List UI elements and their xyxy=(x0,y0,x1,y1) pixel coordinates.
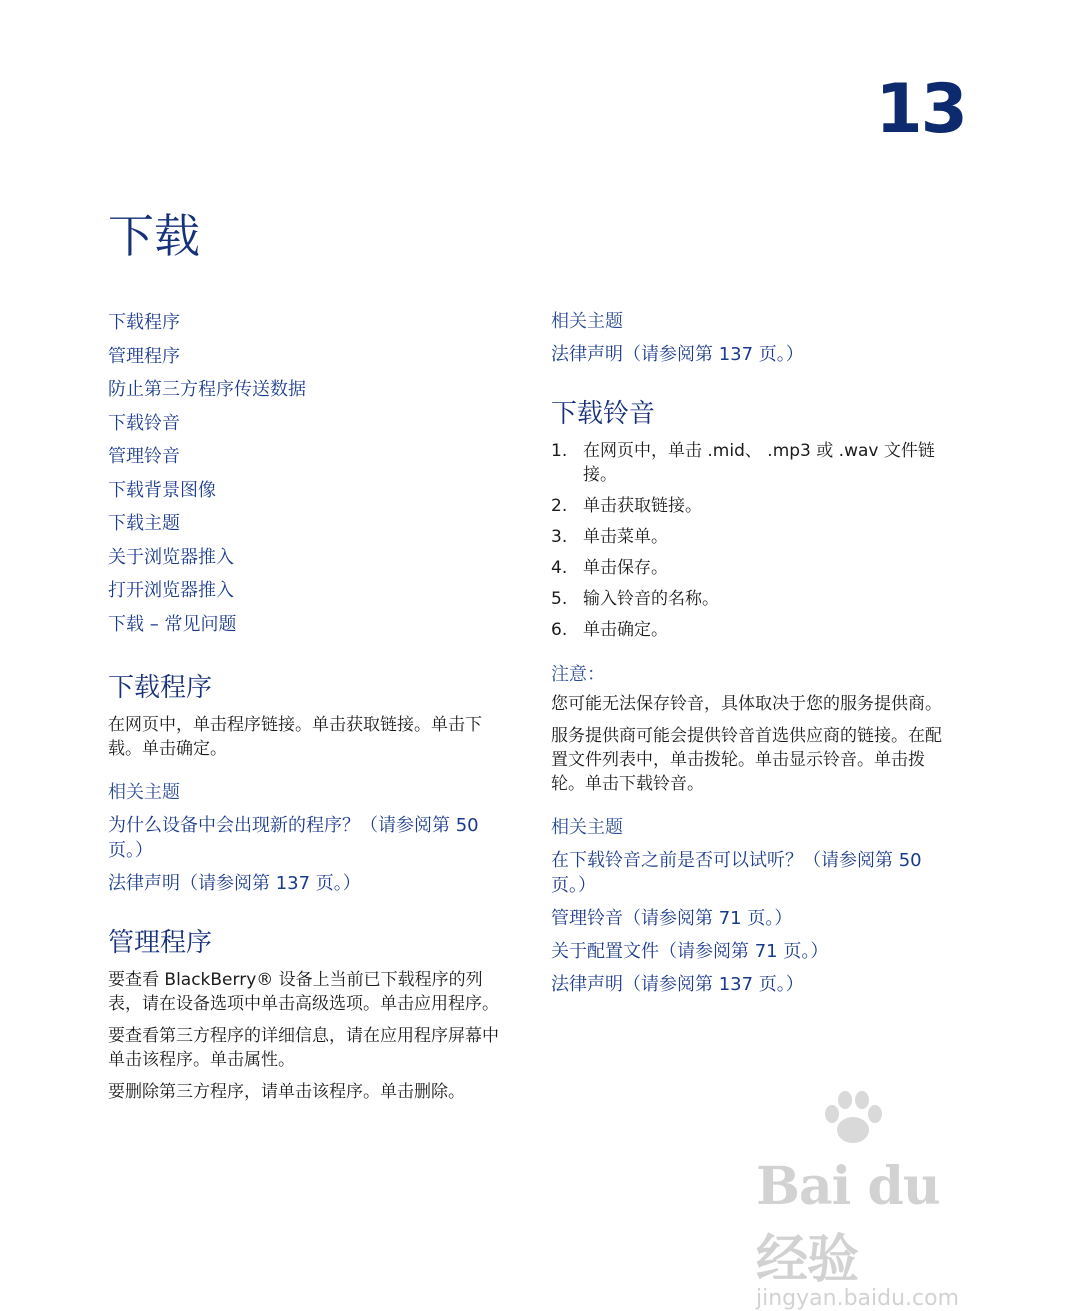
step-text: 单击获取链接。 xyxy=(583,496,702,516)
step-item xyxy=(551,587,951,611)
step-item xyxy=(551,525,951,549)
toc-link-open-browser-push[interactable]: 打开浏览器推入 xyxy=(108,580,234,601)
toc-link-download-ringtones[interactable]: 下载铃音 xyxy=(108,412,180,434)
right-column xyxy=(551,306,951,1005)
related-link-manage-ringtones[interactable]: 管理铃音（请参阅第 71 页。） xyxy=(551,908,793,929)
toc-link-download-wallpaper[interactable]: 下载背景图像 xyxy=(108,479,216,501)
step-item xyxy=(551,439,951,487)
step-text: 在网页中，单击 .mid、 .mp3 或 .wav 文件链接。 xyxy=(583,441,935,485)
related-link-legal[interactable]: 法律声明（请参阅第 137 页。） xyxy=(108,873,361,894)
step-number: 3. xyxy=(551,527,568,547)
step-text: 单击确定。 xyxy=(583,620,668,640)
toc-link-download-themes[interactable]: 下载主题 xyxy=(108,513,180,534)
section-manage-apps xyxy=(108,926,508,1104)
note-paragraph: 服务提供商可能会提供铃音首选供应商的链接。在配置文件列表中，单击拨轮。单击显示铃音。单击拨轮。单击下载铃音。 xyxy=(551,726,942,794)
paw-icon xyxy=(818,1088,888,1148)
watermark-logo: Bai du 经验 xyxy=(756,1156,940,1290)
related-link-legal[interactable]: 法律声明（请参阅第 137 页。） xyxy=(551,344,804,365)
toc-link-download-apps[interactable]: 下载程序 xyxy=(108,312,180,333)
steps-list xyxy=(551,439,951,642)
step-text: 单击菜单。 xyxy=(583,527,668,547)
related-link-preview-ringtone[interactable]: 在下载铃音之前是否可以试听？（请参阅第 50 页。） xyxy=(551,850,922,896)
section-title: 下载铃音 xyxy=(551,399,656,429)
step-number: 4. xyxy=(551,558,568,578)
note-paragraph: 您可能无法保存铃音，具体取决于您的服务提供商。 xyxy=(551,694,942,714)
related-topics-heading: 相关主题 xyxy=(551,311,623,332)
left-column xyxy=(108,306,508,1112)
step-item xyxy=(551,556,951,580)
related-link-new-apps[interactable]: 为什么设备中会出现新的程序？（请参阅第 50 页。） xyxy=(108,815,479,861)
section-download-apps xyxy=(108,671,508,896)
body-paragraph: 要删除第三方程序，请单击该程序。单击删除。 xyxy=(108,1082,465,1102)
toc-link-download-faq[interactable]: 下载 – 常见问题 xyxy=(108,613,237,635)
section-download-ringtones xyxy=(551,397,951,997)
related-link-legal[interactable]: 法律声明（请参阅第 137 页。） xyxy=(551,974,804,995)
related-topics-heading: 相关主题 xyxy=(108,782,180,803)
step-number: 1. xyxy=(551,441,568,461)
note-heading: 注意： xyxy=(551,664,605,685)
related-topics-heading: 相关主题 xyxy=(551,817,623,838)
section-title: 下载程序 xyxy=(108,673,213,703)
step-number: 5. xyxy=(551,589,568,609)
related-link-about-profiles[interactable]: 关于配置文件（请参阅第 71 页。） xyxy=(551,941,829,962)
step-number: 6. xyxy=(551,620,568,640)
step-text: 输入铃音的名称。 xyxy=(583,589,719,609)
chapter-title: 下载 xyxy=(108,209,200,263)
toc-link-manage-ringtones[interactable]: 管理铃音 xyxy=(108,446,180,467)
body-paragraph: 要查看第三方程序的详细信息，请在应用程序屏幕中单击该程序。单击属性。 xyxy=(108,1026,499,1070)
step-item xyxy=(551,618,951,642)
body-paragraph: 要查看 BlackBerry® 设备上当前已下载程序的列表，请在设备选项中单击高级选项。单击应用程序。 xyxy=(108,970,499,1014)
step-number: 2. xyxy=(551,496,568,516)
step-item xyxy=(551,494,951,518)
body-paragraph: 在网页中，单击程序链接。单击获取链接。单击下载。单击确定。 xyxy=(108,715,482,759)
toc-link-prevent-third-party[interactable]: 防止第三方程序传送数据 xyxy=(108,379,306,400)
section-title: 管理程序 xyxy=(108,928,213,958)
related-topics-top xyxy=(551,308,951,367)
watermark-url: jingyan.baidu.com xyxy=(756,1286,960,1311)
baidu-watermark xyxy=(756,1120,1006,1311)
chapter-toc xyxy=(108,306,508,641)
toc-link-about-browser-push[interactable]: 关于浏览器推入 xyxy=(108,546,234,568)
toc-link-manage-apps[interactable]: 管理程序 xyxy=(108,345,180,367)
step-text: 单击保存。 xyxy=(583,558,668,578)
chapter-number: 13 xyxy=(875,70,966,149)
